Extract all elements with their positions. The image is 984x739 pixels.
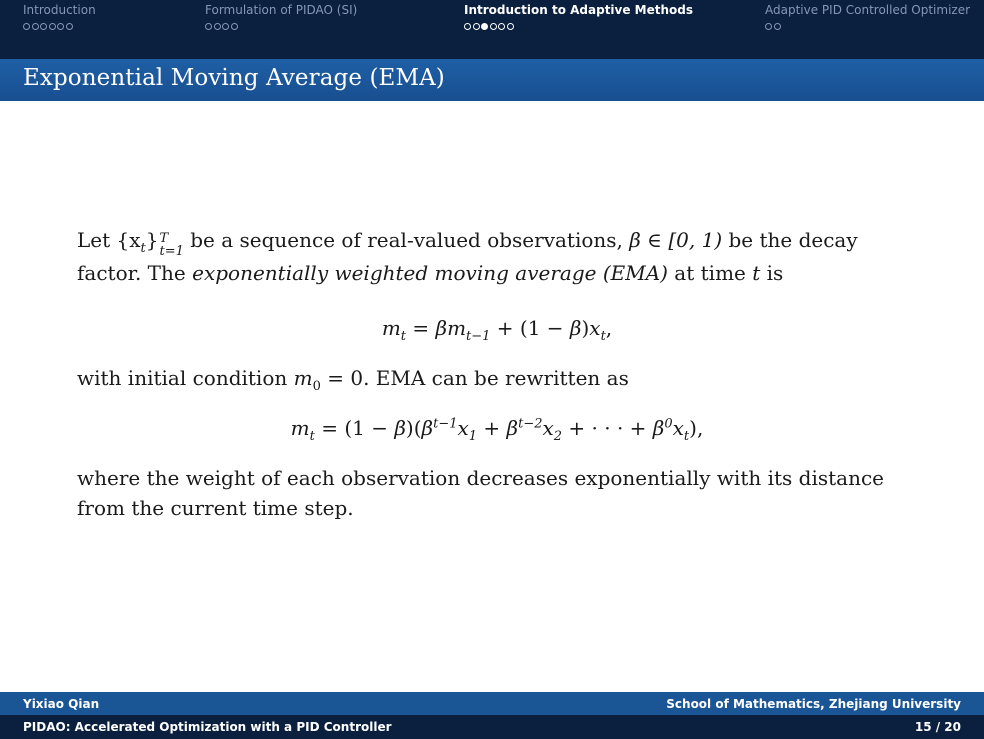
- footer-title-bar: [0, 715, 984, 739]
- nav-dot[interactable]: [490, 23, 497, 30]
- text-is: is: [760, 261, 784, 285]
- nav-section-title: Introduction: [23, 3, 96, 17]
- frame-title: Exponential Moving Average (EMA): [23, 65, 445, 91]
- nav-dot[interactable]: [32, 23, 39, 30]
- time-variable: t: [752, 261, 761, 285]
- ema-recursive-equation: [77, 313, 917, 343]
- nav-section-dots: [464, 19, 693, 31]
- nav-dot[interactable]: [507, 23, 514, 30]
- eq2-render: $m_t = (1 - \beta)(\beta^{t-1}x_1 + \beta^{t-2}x_2$ + · · · + $\beta^0x_t$),: [290, 416, 704, 444]
- ema-expanded-equation: [77, 413, 917, 443]
- nav-section-title: Adaptive PID Controlled Optimizer: [765, 3, 971, 17]
- footer-page-number: 15 / 20: [914, 720, 961, 734]
- nav-dot[interactable]: [222, 23, 229, 30]
- definition-paragraph: [77, 225, 917, 288]
- nav-dot[interactable]: [66, 23, 73, 30]
- text-rewritten: . EMA can be rewritten as: [363, 366, 629, 390]
- nav-dot-current[interactable]: [481, 23, 488, 30]
- sequence-notation: $\{x_t\}$ T t=1: [116, 228, 184, 259]
- nav-dot[interactable]: [40, 23, 47, 30]
- initial-condition-paragraph: [77, 363, 917, 393]
- section-navigation-bar: [0, 0, 984, 59]
- nav-section-dots: [765, 19, 970, 31]
- nav-dot[interactable]: [765, 23, 772, 30]
- text-let: Let: [77, 228, 117, 252]
- nav-section-formulation[interactable]: [205, 3, 357, 31]
- m-variable: m: [293, 366, 313, 390]
- nav-dot[interactable]: [57, 23, 64, 30]
- nav-dot[interactable]: [498, 23, 505, 30]
- nav-dot[interactable]: [464, 23, 471, 30]
- text-sequence-desc: be a sequence of real-valued observations,: [183, 228, 630, 252]
- weight-explanation-paragraph: where the weight of each observation decreases exponentially with its distance from the current time step.: [77, 466, 885, 520]
- footer-institution: School of Mathematics, Zhejiang University: [666, 697, 961, 711]
- text-initial-condition: with initial condition: [77, 366, 294, 390]
- text-at-time: at time: [667, 261, 753, 285]
- nav-dot[interactable]: [214, 23, 221, 30]
- footer-author: Yixiao Qian: [23, 697, 100, 711]
- nav-dot[interactable]: [473, 23, 480, 30]
- nav-section-adaptive-methods[interactable]: [464, 3, 693, 31]
- nav-dot[interactable]: [23, 23, 30, 30]
- nav-dot[interactable]: [774, 23, 781, 30]
- nav-section-dots: [23, 19, 96, 31]
- text-decay-factor: be the decay factor. The: [77, 228, 858, 285]
- nav-dot[interactable]: [49, 23, 56, 30]
- frame-title-bar: [0, 59, 984, 101]
- m-subscript: 0: [312, 379, 321, 394]
- nav-section-title: Introduction to Adaptive Methods: [464, 3, 694, 17]
- nav-section-introduction[interactable]: [23, 3, 96, 31]
- nav-dot[interactable]: [205, 23, 212, 30]
- footer-short-title: PIDAO: Accelerated Optimization with a PID Controller: [23, 720, 392, 734]
- slide-content: [77, 225, 917, 523]
- footer-author-bar: [0, 692, 984, 715]
- equals-zero: = 0: [320, 366, 364, 390]
- nav-section-adaptive-pid[interactable]: [765, 3, 970, 31]
- beta-range: β ∈ [0, 1): [629, 228, 723, 252]
- nav-section-dots: [205, 19, 357, 31]
- ema-emphasis: exponentially weighted moving average (EMA): [192, 261, 668, 285]
- nav-dot[interactable]: [231, 23, 238, 30]
- nav-section-title: Formulation of PIDAO (SI): [205, 3, 358, 17]
- eq1-render: $m_t = \beta m_{t-1} + (1 - \beta)x_t$,: [381, 316, 613, 344]
